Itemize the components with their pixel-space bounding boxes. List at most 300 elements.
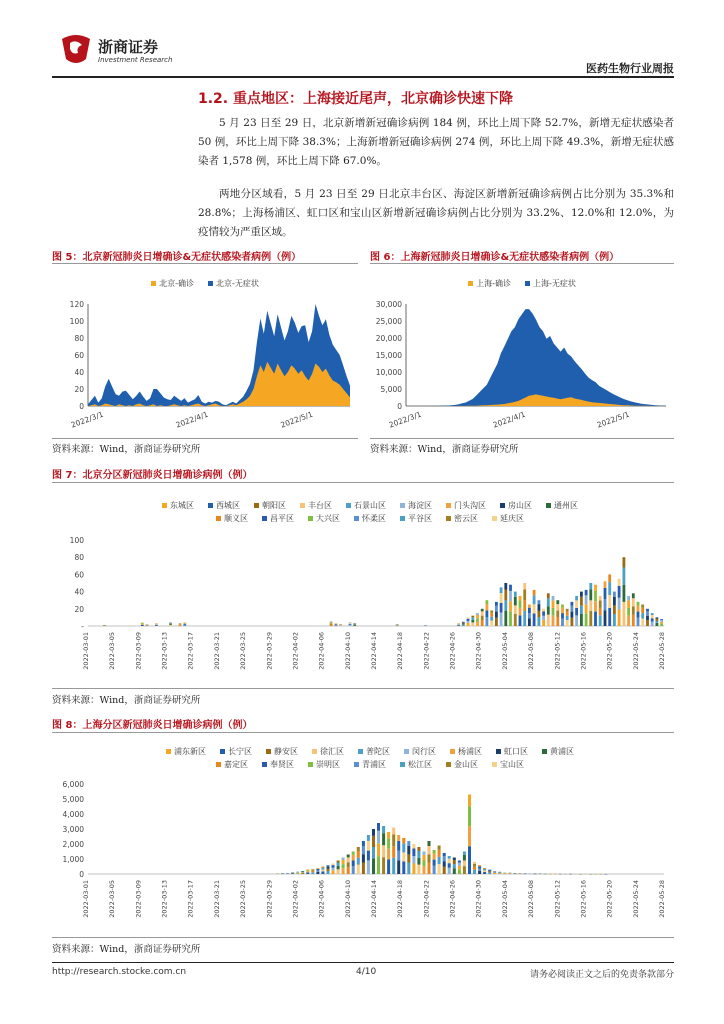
bar-segment bbox=[528, 613, 531, 618]
legend-label: 大兴区 bbox=[316, 514, 340, 523]
bar-segment bbox=[589, 611, 592, 626]
logo-icon bbox=[58, 33, 94, 65]
bar-segment bbox=[488, 870, 491, 871]
bar-segment bbox=[169, 623, 172, 624]
bar-segment bbox=[561, 619, 564, 627]
bar-segment bbox=[353, 624, 356, 625]
bar-segment bbox=[571, 602, 574, 606]
bar-segment bbox=[514, 605, 517, 614]
legend-item bbox=[404, 746, 436, 757]
bar-segment bbox=[589, 600, 592, 611]
bar-segment bbox=[523, 611, 526, 626]
legend-item bbox=[400, 513, 432, 524]
bar-segment bbox=[547, 606, 550, 614]
bar-segment bbox=[332, 864, 335, 866]
bar-segment bbox=[332, 868, 335, 871]
y-tick-label: 5,000 bbox=[380, 385, 402, 394]
x-tick-label: 2022-04-22 bbox=[422, 632, 431, 670]
bar-segment bbox=[179, 624, 182, 625]
bar-segment bbox=[503, 874, 506, 875]
legend-label: 松江区 bbox=[408, 760, 432, 769]
legend-swatch bbox=[308, 762, 313, 767]
bar-segment bbox=[428, 854, 431, 862]
bar-segment bbox=[604, 588, 607, 599]
bar-segment bbox=[311, 870, 314, 871]
bar-segment bbox=[618, 609, 621, 626]
bar-segment bbox=[473, 867, 476, 870]
bar-segment bbox=[146, 625, 149, 626]
bar-segment bbox=[392, 828, 395, 835]
bar-segment bbox=[301, 872, 304, 873]
bar-segment bbox=[402, 843, 405, 852]
bar-segment bbox=[641, 613, 644, 618]
footer-url[interactable]: http://research.stocke.com.cn bbox=[52, 967, 187, 977]
y-tick-label: 20 bbox=[74, 604, 84, 614]
bar-segment bbox=[608, 582, 611, 595]
bar-segment bbox=[402, 861, 405, 874]
bar-segment bbox=[347, 855, 350, 858]
bar-segment bbox=[417, 847, 420, 851]
bar-segment bbox=[656, 617, 659, 618]
bar-segment bbox=[476, 622, 479, 627]
bar-segment bbox=[594, 601, 597, 611]
bar-segment bbox=[402, 852, 405, 861]
bar-segment bbox=[362, 846, 365, 854]
legend-swatch bbox=[312, 749, 317, 754]
bar-segment bbox=[481, 620, 484, 626]
legend-item bbox=[500, 500, 532, 511]
bar-segment bbox=[627, 608, 630, 616]
bar-segment bbox=[504, 590, 507, 601]
fig8-chart bbox=[52, 778, 674, 934]
bar-segment bbox=[514, 592, 517, 597]
x-tick-label: 2022-05-08 bbox=[527, 632, 536, 670]
bar-segment bbox=[500, 603, 503, 613]
bar-segment bbox=[387, 838, 390, 849]
bar-segment bbox=[613, 605, 616, 614]
bar-segment bbox=[463, 852, 466, 855]
x-tick-label: 2022/4/1 bbox=[174, 409, 210, 430]
bar-segment bbox=[547, 615, 550, 626]
legend-label: 奉贤区 bbox=[270, 760, 294, 769]
bar-segment bbox=[623, 585, 626, 602]
bar-segment bbox=[438, 864, 441, 874]
bar-segment bbox=[417, 851, 420, 858]
bar-segment bbox=[316, 870, 319, 872]
bar-segment bbox=[509, 591, 512, 601]
y-tick-label: 3,000 bbox=[62, 825, 84, 834]
bar-segment bbox=[342, 860, 345, 864]
bar-segment bbox=[594, 591, 597, 601]
bar-segment bbox=[453, 858, 456, 861]
bar-segment bbox=[458, 869, 461, 874]
bar-segment bbox=[169, 624, 172, 625]
bar-segment bbox=[330, 622, 333, 623]
bar-segment bbox=[471, 617, 474, 620]
bar-segment bbox=[423, 855, 426, 861]
x-tick-label: 2022-03-05 bbox=[108, 880, 117, 918]
legend-label: 房山区 bbox=[508, 501, 532, 510]
bar-segment bbox=[473, 862, 476, 864]
fig6-top-rule bbox=[370, 263, 674, 264]
y-tick-label: 100 bbox=[69, 317, 84, 326]
legend-label: 金山区 bbox=[454, 760, 478, 769]
bar-segment bbox=[552, 616, 555, 627]
bar-segment bbox=[618, 579, 621, 586]
bar-segment bbox=[330, 625, 333, 627]
paragraph-1: 5 月 23 日至 29 日，北京新增新冠确诊病例 184 例，环比上周下降 52.7%，新增无症状感染者 50 例，环比上周下降 38.3%；上海新增新冠确诊病例 274 例，环比上周下降 49.3%，新增无症状感染者 1,578 例，环比上周下降 67.0%。 bbox=[198, 117, 674, 167]
bar-segment bbox=[498, 873, 501, 874]
bar-segment bbox=[463, 866, 466, 874]
x-tick-label: 2022-03-25 bbox=[239, 632, 248, 670]
bar-segment bbox=[327, 869, 330, 871]
bar-segment bbox=[179, 625, 182, 626]
legend-item bbox=[162, 500, 194, 511]
bar-segment bbox=[183, 623, 186, 624]
fig6-legend bbox=[370, 278, 674, 289]
report-type: 医药生物行业周报 bbox=[586, 62, 674, 75]
y-tick-label: 0 bbox=[397, 402, 402, 411]
fig5-source: 资料来源：Wind，浙商证券研究所 bbox=[52, 444, 201, 455]
bar-segment bbox=[357, 847, 360, 851]
legend-swatch bbox=[220, 749, 225, 754]
bar-segment bbox=[141, 624, 144, 625]
legend-label: 平谷区 bbox=[408, 514, 432, 523]
x-tick-label: 2022-05-16 bbox=[579, 632, 588, 670]
legend-item bbox=[496, 746, 528, 757]
bar-segment bbox=[397, 835, 400, 841]
legend-swatch bbox=[450, 749, 455, 754]
bar-segment bbox=[377, 856, 380, 874]
x-tick-label: 2022/5/1 bbox=[279, 409, 315, 430]
fig7-top-rule bbox=[52, 482, 674, 483]
bar-segment bbox=[372, 836, 375, 847]
bar-segment bbox=[627, 596, 630, 601]
bar-segment bbox=[367, 841, 370, 851]
y-tick-label: 0 bbox=[79, 402, 84, 411]
fig8-title: 图 8：上海分区新冠肺炎日增确诊病例（例） bbox=[52, 720, 253, 731]
legend-item bbox=[354, 759, 386, 770]
bar-segment bbox=[589, 583, 592, 590]
legend-item bbox=[216, 513, 248, 524]
bar-segment bbox=[478, 865, 481, 866]
legend-swatch bbox=[262, 516, 267, 521]
bar-segment bbox=[575, 616, 578, 627]
bar-segment bbox=[155, 625, 158, 626]
legend-swatch bbox=[400, 503, 405, 508]
y-tick-label: 80 bbox=[74, 553, 84, 563]
x-tick-label: 2022-03-17 bbox=[186, 632, 195, 670]
bar-segment bbox=[533, 613, 536, 626]
bar-segment bbox=[561, 608, 564, 613]
bar-segment bbox=[457, 625, 460, 626]
y-tick-label: 30,000 bbox=[375, 300, 402, 309]
bar-segment bbox=[407, 863, 410, 875]
bar-segment bbox=[476, 618, 479, 621]
bar-segment bbox=[488, 870, 491, 871]
bar-segment bbox=[443, 856, 446, 861]
bar-segment bbox=[566, 611, 569, 615]
bar-segment bbox=[335, 625, 338, 626]
bar-segment bbox=[433, 866, 436, 874]
bar-segment bbox=[353, 625, 356, 626]
bar-segment bbox=[599, 616, 602, 627]
bar-segment bbox=[428, 846, 431, 854]
bar-segment bbox=[463, 855, 466, 861]
bar-segment bbox=[412, 856, 415, 864]
bar-segment bbox=[349, 623, 352, 624]
bar-segment bbox=[632, 598, 635, 606]
bar-segment bbox=[627, 616, 630, 627]
legend-swatch bbox=[404, 749, 409, 754]
bar-segment bbox=[467, 617, 470, 618]
bar-segment bbox=[523, 590, 526, 601]
x-tick-label: 2022-03-05 bbox=[108, 632, 117, 670]
bar-segment bbox=[169, 623, 172, 624]
footer-disclaimer: 请务必阅读正文之后的免责条款部分 bbox=[529, 970, 674, 980]
bar-segment bbox=[179, 625, 182, 626]
bar-segment bbox=[478, 866, 481, 868]
bar-segment bbox=[613, 592, 616, 597]
bar-segment bbox=[561, 613, 564, 618]
bar-segment bbox=[504, 583, 507, 590]
x-tick-label: 2022-04-14 bbox=[370, 880, 378, 918]
bar-segment bbox=[412, 849, 415, 857]
bar-segment bbox=[637, 618, 640, 626]
y-tick-label: 20,000 bbox=[375, 334, 402, 343]
legend-item bbox=[354, 513, 386, 524]
bar-segment bbox=[321, 868, 324, 870]
x-tick-label: 2022-05-12 bbox=[553, 880, 562, 918]
bar-segment bbox=[332, 865, 335, 868]
logo-subtitle: Investment Research bbox=[98, 56, 173, 64]
x-tick-label: 2022-03-21 bbox=[212, 632, 221, 670]
legend-label: 丰台区 bbox=[308, 501, 332, 510]
y-tick-label: 1,000 bbox=[62, 855, 84, 864]
bar-segment bbox=[623, 568, 626, 585]
bar-segment bbox=[500, 593, 503, 603]
bar-segment bbox=[478, 871, 481, 874]
bar-segment bbox=[382, 845, 385, 857]
x-tick-label: 2022-03-29 bbox=[265, 632, 274, 670]
fig6-legend-confirmed: 上海-确诊 bbox=[476, 279, 511, 288]
bar-segment bbox=[337, 861, 340, 863]
bar-segment bbox=[306, 872, 309, 874]
legend-label: 顺义区 bbox=[224, 514, 248, 523]
bar-segment bbox=[538, 611, 541, 618]
bar-segment bbox=[397, 860, 400, 874]
bar-segment bbox=[311, 869, 314, 870]
x-tick-label: 2022/3/1 bbox=[69, 409, 105, 430]
legend-label: 西城区 bbox=[216, 501, 240, 510]
y-tick-label: 40 bbox=[74, 587, 84, 597]
bar-segment bbox=[316, 868, 319, 869]
bar-segment bbox=[372, 829, 375, 836]
x-tick-label: 2022-04-26 bbox=[448, 632, 457, 670]
bar-segment bbox=[387, 832, 390, 838]
bar-segment bbox=[476, 615, 479, 618]
bar-segment bbox=[468, 806, 471, 826]
bar-segment bbox=[490, 611, 493, 613]
x-tick-label: 2022-04-02 bbox=[291, 880, 300, 918]
legend-label: 宝山区 bbox=[500, 760, 524, 769]
legend-swatch bbox=[492, 762, 497, 767]
bar-segment bbox=[357, 858, 360, 865]
x-tick-label: 2022-05-28 bbox=[658, 880, 666, 918]
bar-segment bbox=[604, 610, 607, 626]
bar-segment bbox=[412, 864, 415, 875]
bar-segment bbox=[382, 833, 385, 845]
bar-segment bbox=[483, 870, 486, 872]
legend-label: 东城区 bbox=[170, 501, 194, 510]
bar-segment bbox=[458, 863, 461, 866]
bar-segment bbox=[443, 867, 446, 874]
bar-segment bbox=[552, 596, 555, 601]
legend-swatch bbox=[496, 749, 501, 754]
bar-segment bbox=[433, 860, 436, 866]
bar-segment bbox=[486, 600, 489, 604]
bar-segment bbox=[533, 595, 536, 604]
bar-segment bbox=[141, 625, 144, 626]
legend-item bbox=[266, 746, 298, 757]
bar-segment bbox=[327, 866, 330, 868]
legend-label: 杨浦区 bbox=[458, 747, 482, 756]
bar-segment bbox=[566, 620, 569, 626]
x-tick-label: 2022-03-01 bbox=[82, 632, 90, 670]
fig6-source: 资料来源：Wind，浙商证券研究所 bbox=[370, 444, 519, 455]
fig5-title: 图 5：北京新冠肺炎日增确诊&无症状感染者病例（例） bbox=[52, 252, 302, 263]
bar-segment bbox=[641, 608, 644, 613]
bar-segment bbox=[552, 600, 555, 608]
legend-swatch bbox=[300, 503, 305, 508]
bar-segment bbox=[488, 871, 491, 872]
bar-segment bbox=[556, 604, 559, 611]
bar-segment bbox=[514, 614, 517, 626]
bar-segment bbox=[342, 864, 345, 868]
bar-segment bbox=[660, 622, 663, 624]
legend-label: 昌平区 bbox=[270, 514, 294, 523]
legend-item bbox=[492, 513, 524, 524]
bar-segment bbox=[471, 622, 474, 626]
fig5-top-rule bbox=[52, 263, 358, 264]
x-tick-label: 2022-04-30 bbox=[474, 632, 483, 670]
bar-segment bbox=[423, 861, 426, 867]
bar-segment bbox=[556, 611, 559, 618]
bar-segment bbox=[458, 861, 461, 863]
bar-segment bbox=[660, 619, 663, 620]
bar-segment bbox=[504, 611, 507, 626]
legend-item bbox=[166, 746, 206, 757]
bar-segment bbox=[347, 857, 350, 862]
fig5-legend bbox=[52, 278, 358, 289]
legend-label: 门头沟区 bbox=[454, 501, 486, 510]
y-tick-label: 40 bbox=[74, 368, 84, 377]
bar-segment bbox=[585, 590, 588, 595]
x-tick-label: 2022-04-30 bbox=[474, 880, 483, 918]
bar-segment bbox=[423, 866, 426, 874]
bar-segment bbox=[448, 859, 451, 864]
legend-item bbox=[300, 500, 332, 511]
bar-segment bbox=[599, 608, 602, 616]
legend-item bbox=[450, 746, 482, 757]
legend-label: 崇明区 bbox=[316, 760, 340, 769]
bar-segment bbox=[483, 869, 486, 871]
y-tick-label: 80 bbox=[74, 334, 84, 343]
bar-segment bbox=[457, 625, 460, 626]
x-tick-label: 2022-04-10 bbox=[343, 632, 352, 670]
bar-segment bbox=[448, 863, 451, 868]
bar-segment bbox=[306, 870, 309, 871]
bar-segment bbox=[423, 852, 426, 855]
bar-segment bbox=[599, 596, 602, 601]
bar-segment bbox=[433, 854, 436, 860]
legend-label: 浦东新区 bbox=[174, 747, 206, 756]
bar-segment bbox=[580, 592, 583, 597]
x-tick-label: 2022-04-18 bbox=[396, 880, 405, 918]
bar-segment bbox=[462, 622, 465, 623]
bar-segment bbox=[585, 604, 588, 613]
legend-item bbox=[308, 759, 340, 770]
legend-label: 青浦区 bbox=[362, 760, 386, 769]
legend-item bbox=[208, 500, 240, 511]
fig8-source: 资料来源：Wind，浙商证券研究所 bbox=[52, 944, 201, 955]
bar-segment bbox=[462, 625, 465, 627]
bar-segment bbox=[352, 861, 355, 867]
x-tick-label: 2022-05-16 bbox=[579, 880, 588, 918]
x-tick-label: 2022-04-10 bbox=[343, 880, 352, 918]
bar-segment bbox=[335, 624, 338, 625]
bar-segment bbox=[438, 857, 441, 864]
bar-segment bbox=[623, 602, 626, 626]
fig6-source-rule bbox=[370, 438, 674, 439]
bar-segment bbox=[486, 604, 489, 611]
bar-segment bbox=[519, 616, 522, 627]
bar-segment bbox=[651, 613, 654, 615]
bar-segment bbox=[311, 872, 314, 874]
fig8-legend bbox=[160, 746, 580, 770]
bar-segment bbox=[580, 605, 583, 614]
legend-swatch bbox=[166, 749, 171, 754]
legend-item bbox=[346, 500, 386, 511]
bar-segment bbox=[306, 871, 309, 872]
bar-segment bbox=[473, 870, 476, 874]
bar-segment bbox=[571, 618, 574, 626]
bar-segment bbox=[514, 597, 517, 606]
legend-swatch bbox=[346, 503, 351, 508]
legend-swatch bbox=[446, 503, 451, 508]
legend-label: 朝阳区 bbox=[262, 501, 286, 510]
legend-item bbox=[446, 500, 486, 511]
bar-segment bbox=[651, 618, 654, 621]
y-tick-label: 60 bbox=[74, 570, 84, 580]
bar-segment bbox=[330, 623, 333, 624]
bar-segment bbox=[528, 608, 531, 613]
bar-segment bbox=[509, 601, 512, 611]
bar-segment bbox=[608, 574, 611, 582]
bar-segment bbox=[392, 858, 395, 874]
fig5-legend-confirmed: 北京-确诊 bbox=[159, 279, 194, 288]
bar-segment bbox=[519, 600, 522, 608]
bar-segment bbox=[483, 872, 486, 874]
bar-segment bbox=[589, 590, 592, 601]
legend-swatch bbox=[542, 749, 547, 754]
bar-segment bbox=[594, 585, 597, 591]
bar-segment bbox=[387, 859, 390, 874]
bar-segment bbox=[467, 619, 470, 621]
bar-segment bbox=[347, 867, 350, 874]
bar-segment bbox=[488, 872, 491, 874]
y-tick-label: 120 bbox=[69, 300, 84, 309]
